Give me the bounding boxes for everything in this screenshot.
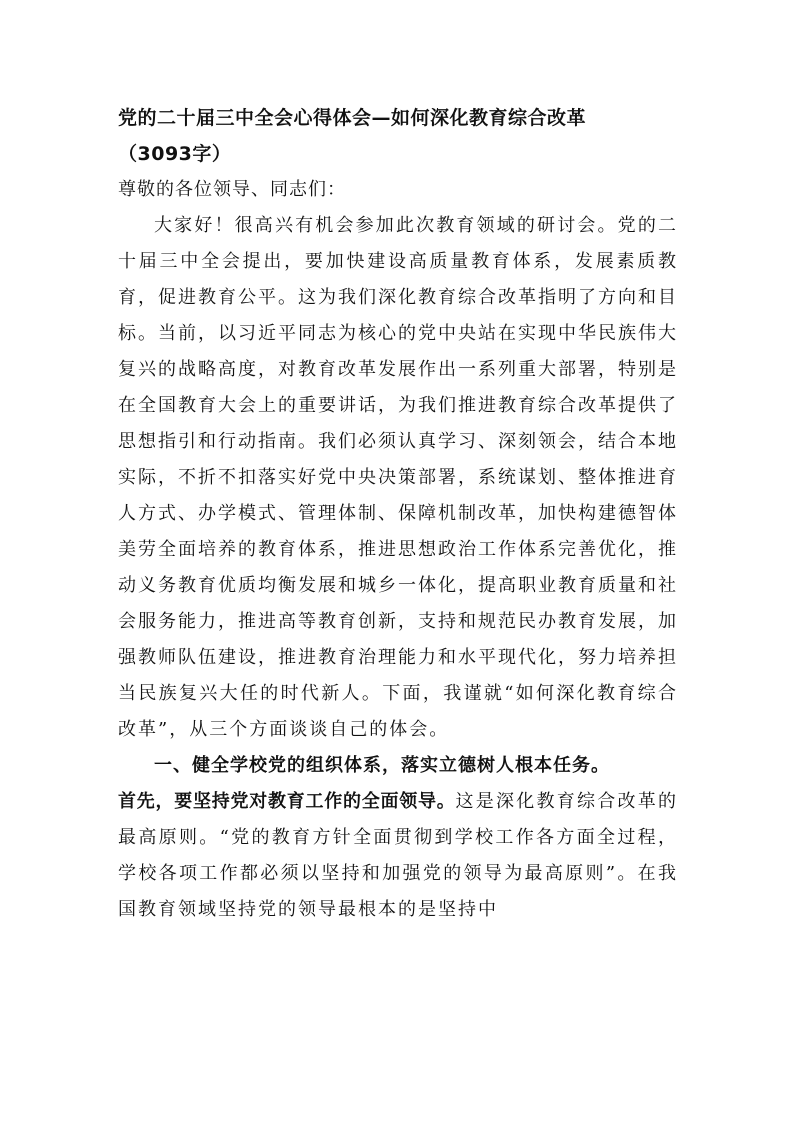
title-wordcount: （3093字） <box>118 143 232 165</box>
salutation: 尊敬的各位领导、同志们： <box>118 179 346 200</box>
document-title <box>118 100 678 172</box>
section1-text: 这是深化教育综合改革的最高原则。“党的教育方针全面贯彻到学校工作各方面全过程，学校各项工作都必须以坚持和加强党的领导为最高原则”。在我国教育领域坚持党的领导最根本的是坚持中 <box>118 791 678 920</box>
section-heading-1: 一、健全学校党的组织体系，落实立德树人根本任务。 <box>154 755 610 776</box>
paragraph-section1 <box>118 784 678 928</box>
title-text: 党的二十届三中全会心得体会—如何深化教育综合改革 <box>118 107 587 129</box>
document-body <box>118 100 678 928</box>
section1-lead: 首先，要坚持党对教育工作的全面领导。 <box>118 791 456 812</box>
paragraph-intro: 大家好！很高兴有机会参加此次教育领域的研讨会。党的二十届三中全会提出，要加快建设高质量教育体系，发展素质教育，促进教育公平。这为我们深化教育综合改革指明了方向和目标。当前，以习近平同志为核心的党中央站在实现中华民族伟大复兴的战略高度，对教育改革发展作出一系列重大部署，特别是在全国教育大会上的重要讲话，为我们推进教育综合改革提供了思想指引和行动指南。我们必须认真学习、深刻领会，结合本地实际，不折不扣落实好党中央决策部署，系统谋划、整体推进育人方式、办学模式、管理体制、保障机制改革，加快构建德智体美劳全面培养的教育体系，推进思想政治工作体系完善优化，推动义务教育优质均衡发展和城乡一体化，提高职业教育质量和社会服务能力，推进高等教育创新，支持和规范民办教育发展，加强教师队伍建设，推进教育治理能力和水平现代化，努力培养担当民族复兴大任的时代新人。下面，我谨就“如何深化教育综合改革”，从三个方面谈谈自己的体会。 <box>118 215 678 740</box>
